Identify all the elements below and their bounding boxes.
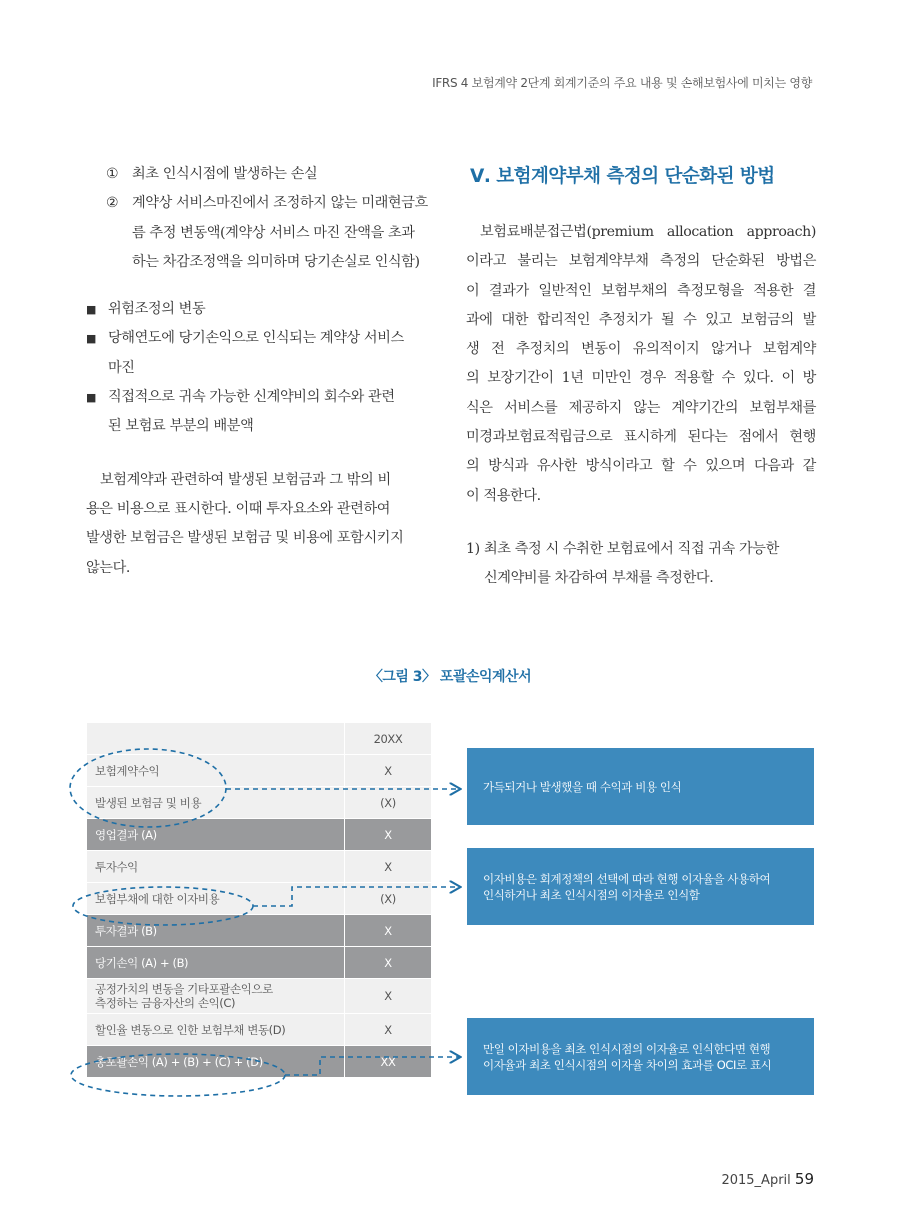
dashed-ellipse-1 — [70, 749, 226, 827]
row-value: X — [345, 1014, 432, 1046]
bullet-text: 위험조정의 변동 — [108, 301, 206, 318]
paragraph-line: 식은 서비스를 제공하지 않는 계약기간의 보험부채를 — [466, 399, 816, 416]
paragraph-line: 발생한 보험금은 발생된 보험금 및 비용에 포함시키지 — [86, 530, 404, 547]
running-header: IFRS 4 보험계약 2단계 회계기준의 주요 내용 및 손해보험사에 미치는 영향 — [432, 76, 812, 90]
step-number: 1) — [466, 540, 480, 557]
list-number: ② — [106, 195, 119, 212]
list-number: ① — [106, 166, 119, 182]
paragraph-line: 보험계약과 관련하여 발생된 보험금과 그 밖의 비 — [100, 471, 391, 488]
step-text-cont: 신계약비를 차감하여 부채를 측정한다. — [484, 570, 714, 587]
paragraph-line: 이 결과가 일반적인 보험부채의 측정모형을 적용한 결 — [466, 282, 816, 299]
list-text-cont: 름 추정 변동액(계약상 서비스 마진 잔액을 초과 — [132, 224, 415, 241]
bullet-text-cont: 마진 — [108, 359, 135, 376]
issue-label: 2015_April — [721, 1173, 795, 1188]
section-title: Ⅴ. 보험계약부채 측정의 단순화된 방법 — [470, 166, 775, 187]
callout-text: 이자율과 최초 인식시점의 이자율 차이의 효과를 OCI로 표시 — [483, 1057, 772, 1072]
row-value: X — [345, 819, 432, 851]
row-value: X — [345, 979, 432, 1014]
list-text: 최초 인식시점에 발생하는 손실 — [132, 166, 318, 182]
dashed-arrow-3 — [285, 1057, 459, 1075]
page-number: 59 — [794, 1170, 814, 1188]
table-header-year: 20XX — [345, 723, 432, 755]
callout-text: 인식하거나 최초 인식시점의 이자율로 인식함 — [483, 887, 700, 902]
paragraph-line: 용은 비용으로 표시한다. 이때 투자요소와 관련하여 — [86, 500, 391, 517]
row-label: 할인율 변동으로 인한 보험부채 변동(D) — [87, 1014, 345, 1046]
row-value: X — [345, 947, 432, 979]
row-label: 영업결과 (A) — [87, 819, 345, 851]
bullet-text: 당해연도에 당기손익으로 인식되는 계약상 서비스 — [108, 330, 404, 347]
paragraph-line: 의 보장기간이 1년 미만인 경우 적용할 수 있다. 이 방 — [466, 370, 816, 387]
callout-text: 가득되거나 발생했을 때 수익과 비용 인식 — [483, 779, 682, 794]
page-footer — [721, 1170, 814, 1188]
paragraph-line: 과에 대한 합리적인 추정치가 될 수 있고 보험금의 발 — [466, 311, 816, 328]
row-label: 당기손익 (A) + (B) — [87, 947, 345, 979]
square-bullet-icon: ■ — [86, 303, 96, 317]
row-label: 투자수익 — [87, 851, 345, 883]
row-value: X — [345, 851, 432, 883]
callout-text: 만일 이자비용을 최초 인식시점의 이자율로 인식한다면 현행 — [483, 1041, 771, 1056]
step-text: 최초 측정 시 수취한 보험료에서 직접 귀속 가능한 — [484, 540, 779, 557]
row-label: 보험계약수익 — [87, 755, 345, 787]
row-label: 공정가치의 변동을 기타포괄손익으로 측정하는 금융자산의 손익(C) — [87, 979, 345, 1014]
row-label: 보험부채에 대한 이자비용 — [87, 883, 345, 915]
paragraph-line: 이라고 불리는 보험계약부채 측정의 단순화된 방법은 — [466, 253, 816, 270]
row-label: 발생된 보험금 및 비용 — [87, 787, 345, 819]
row-value: XX — [345, 1046, 432, 1078]
dashed-ellipse-2 — [73, 887, 253, 925]
paragraph-line: 생 전 추정치의 변동이 유의적이지 않거나 보험계약 — [466, 341, 816, 358]
paragraph-line: 않는다. — [86, 559, 131, 576]
bullet-text-cont: 된 보험료 부분의 배분액 — [108, 418, 254, 435]
row-value: X — [345, 755, 432, 787]
dashed-arrow-2 — [253, 887, 459, 906]
figure-title: 〈그림 3〉 포괄손익계산서 — [368, 669, 532, 685]
list-text-cont: 하는 차감조정액을 의미하며 당기손실로 인식함) — [132, 253, 420, 270]
dashed-ellipse-3 — [71, 1054, 285, 1096]
bullet-text: 직접적으로 귀속 가능한 신계약비의 회수와 관련 — [108, 389, 395, 406]
row-value: X — [345, 915, 432, 947]
square-bullet-icon: ■ — [86, 332, 96, 346]
row-value: (X) — [345, 883, 432, 915]
square-bullet-icon: ■ — [86, 391, 96, 405]
paragraph-line: 의 방식과 유사한 방식이라고 할 수 있으며 다음과 같 — [466, 458, 816, 475]
paragraph-line: 미경과보험료적립금으로 표시하게 된다는 점에서 현행 — [466, 429, 816, 446]
row-value: (X) — [345, 787, 432, 819]
callout-text: 이자비용은 회계정책의 선택에 따라 현행 이자율을 사용하여 — [483, 871, 771, 886]
row-label: 총포괄손익 (A) + (B) + (C) + (D) — [87, 1046, 345, 1078]
row-label: 투자결과 (B) — [87, 915, 345, 947]
paragraph-line: 이 적용한다. — [466, 487, 541, 504]
list-text: 계약상 서비스마진에서 조정하지 않는 미래현금흐 — [132, 195, 428, 212]
paragraph-line: 보험료배분접근법(premium allocation approach) — [480, 224, 816, 240]
